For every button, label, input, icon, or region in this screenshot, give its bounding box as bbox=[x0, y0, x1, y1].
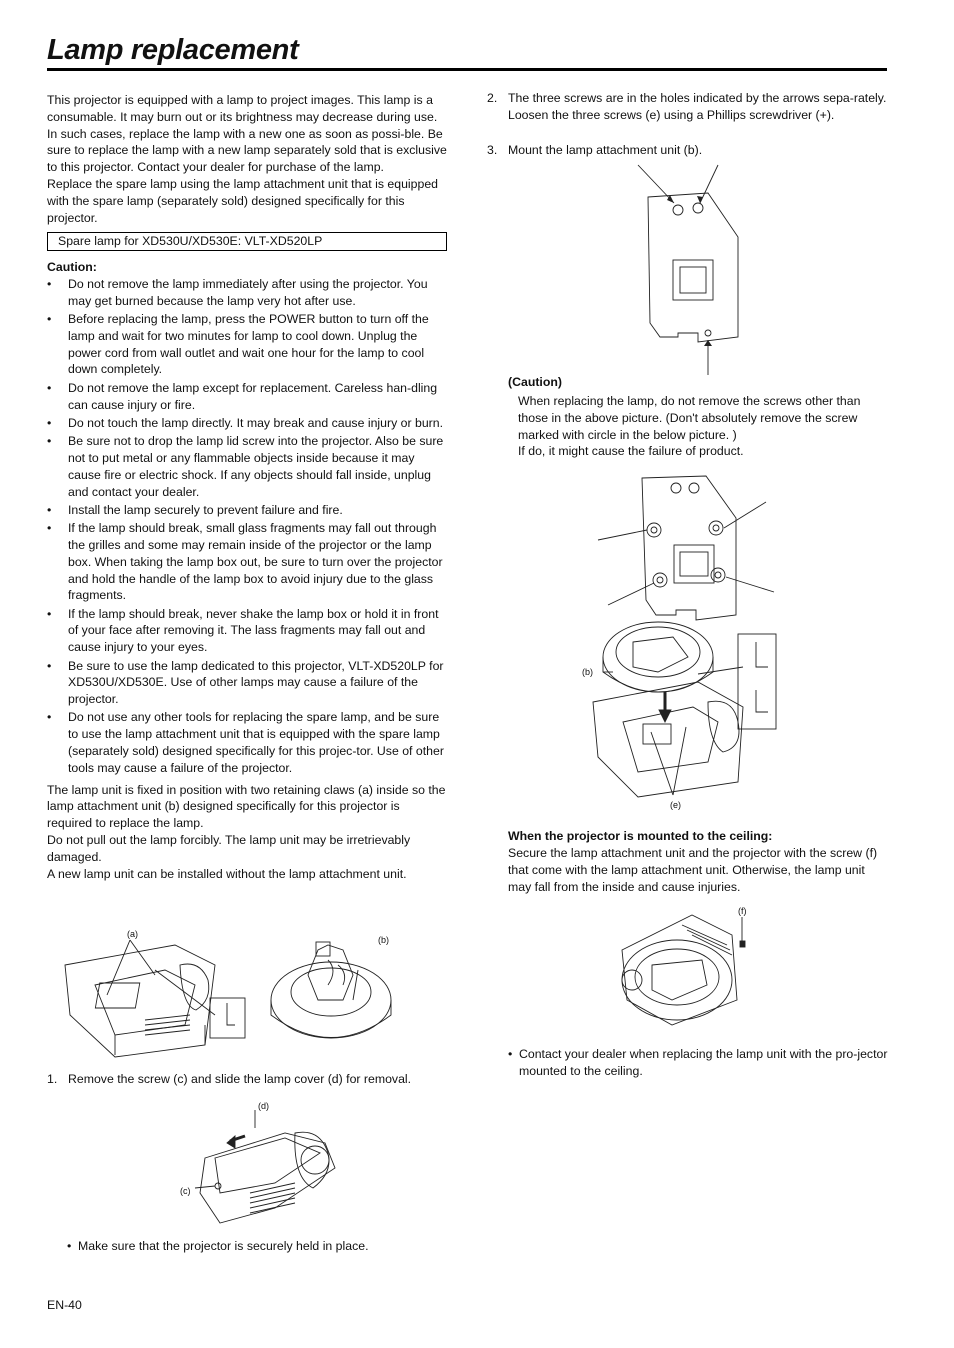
label-b: (b) bbox=[378, 935, 389, 945]
caution-item: • If the lamp should break, small glass fragments may fall out through the grilles and some may remain inside of the projector or the lamp box. When taking the lamp box out, be sure to turn over the projector and hold the handle of the lamp box to avoid injury due to the glass fragments. bbox=[47, 520, 447, 604]
right-caution-text-2: If do, it might cause the failure of product. bbox=[518, 444, 744, 459]
fixed-paragraph-1: The lamp unit is fixed in position with two retaining claws (a) inside so the lamp attachment unit (b) designed specifically for this projector is required to replace the lamp. bbox=[47, 782, 446, 831]
intro-paragraph-2: Replace the spare lamp using the lamp attachment unit that is equipped with the spare lamp (separately sold) designed specifically for this projector. bbox=[47, 176, 439, 225]
step-2 bbox=[487, 90, 898, 124]
label-f: (f) bbox=[738, 906, 747, 916]
right-caution-text-1: When replacing the lamp, do not remove the screws other than those in the above picture. (Don't absolutely remove the screw marked with circle in the below picture. ) bbox=[518, 394, 861, 442]
projector-claws-figure bbox=[55, 925, 255, 1060]
caution-item: • Do not use any other tools for replacing the spare lamp, and be sure to use the lamp attachment unit that is equipped with the spare lamp (separately sold) designed specifically for this projec-tor. Use of other tools may cause a failure of the projector. bbox=[47, 709, 447, 776]
step-2-text-a: The three screws are in the holes indicated by the arrows sepa-rately. bbox=[508, 91, 887, 105]
caution-item: • Do not remove the lamp except for replacement. Careless han-dling can cause injury or fire. bbox=[47, 380, 447, 414]
ceiling-heading: When the projector is mounted to the ceiling: bbox=[508, 829, 773, 843]
caution-item: • If the lamp should break, never shake the lamp box or hold it in front of your face after removing it. The lass fragments may fall out and cause injury to your eyes. bbox=[47, 606, 447, 656]
left-column bbox=[47, 92, 447, 882]
ceiling-text: Secure the lamp attachment unit and the projector with the screw (f) that come with the lamp attachment unit. Otherwise, the lamp unit may fall from the inside and cause injuries. bbox=[508, 846, 878, 894]
step-3 bbox=[487, 142, 898, 159]
caution-heading: Caution: bbox=[47, 260, 97, 275]
label-a: (a) bbox=[127, 929, 138, 939]
step-1-text: Remove the screw (c) and slide the lamp cover (d) for removal. bbox=[68, 1072, 412, 1086]
caution-item: • Do not remove the lamp immediately after using the projector. You may get burned because the lamp very hot after use. bbox=[47, 276, 447, 310]
contact-note: • Contact your dealer when replacing the lamp unit with the pro-jector mounted to the ceiling. bbox=[508, 1046, 894, 1080]
right-caution-heading: (Caution) bbox=[508, 375, 562, 389]
mount-attachment-figure bbox=[578, 612, 783, 817]
label-b-right: (b) bbox=[582, 667, 593, 677]
lamp-plate-arrows-figure bbox=[638, 165, 748, 375]
lamp-attachment-unit-figure bbox=[268, 930, 398, 1055]
caution-item: • Be sure not to drop the lamp lid screw into the projector. Also be sure not to put metal or any flammable objects inside because it may cause fire or electric shock. If any objects should fall inside, unplug and contact your dealer. bbox=[47, 433, 447, 500]
caution-item: • Be sure to use the lamp dedicated to this projector, VLT-XD520LP for XD530U/XD530E. Use of other lamps may cause a failure of the projector. bbox=[47, 658, 447, 708]
spare-lamp-box: Spare lamp for XD530U/XD530E: VLT-XD520LP bbox=[47, 232, 447, 251]
ceiling-mount-figure bbox=[612, 905, 757, 1030]
step-3-number: 3. bbox=[487, 143, 498, 157]
hold-note: • Make sure that the projector is securely held in place. bbox=[67, 1238, 458, 1255]
step-2-text-b: Loosen the three screws (e) using a Phillips screwdriver (+). bbox=[508, 107, 835, 122]
lamp-cover-removal-figure bbox=[175, 1098, 350, 1228]
label-c: (c) bbox=[180, 1186, 191, 1196]
label-d: (d) bbox=[258, 1101, 269, 1111]
caution-item: • Install the lamp securely to prevent failure and fire. bbox=[47, 502, 447, 519]
step-1-number: 1. bbox=[47, 1072, 58, 1086]
label-e: (e) bbox=[670, 800, 681, 810]
plate-circled-screws-figure bbox=[596, 470, 776, 630]
fixed-paragraph-3: A new lamp unit can be installed without the lamp attachment unit. bbox=[47, 866, 407, 881]
caution-item: • Do not touch the lamp directly. It may break and cause injury or burn. bbox=[47, 415, 447, 432]
step-3-text: Mount the lamp attachment unit (b). bbox=[508, 143, 703, 157]
caution-item: • Before replacing the lamp, press the POWER button to turn off the lamp and wait for two minutes for lamp to cool down. Unplug the power cord from wall outlet and wait one hour for the lamp to cool down completely. bbox=[47, 311, 447, 378]
page-number: EN-40 bbox=[47, 1298, 82, 1312]
caution-list bbox=[47, 276, 447, 777]
title-rule bbox=[47, 68, 887, 71]
intro-paragraph-1: This projector is equipped with a lamp to project images. This lamp is a consumable. It may burn out or its brightness may decrease during use. In such cases, replace the lamp with a new one as soon as possi-ble. Be sure to replace the lamp with a new lamp separately sold that is exclusive to this projector. Contact your dealer for purchase of the lamp. bbox=[47, 93, 447, 175]
step-1 bbox=[47, 1071, 468, 1088]
fixed-paragraph-2: Do not pull out the lamp forcibly. The lamp unit may be irretrievably damaged. bbox=[47, 832, 411, 864]
right-caution-text bbox=[518, 393, 888, 460]
page-title: Lamp replacement bbox=[47, 34, 299, 66]
step-2-number: 2. bbox=[487, 91, 498, 105]
